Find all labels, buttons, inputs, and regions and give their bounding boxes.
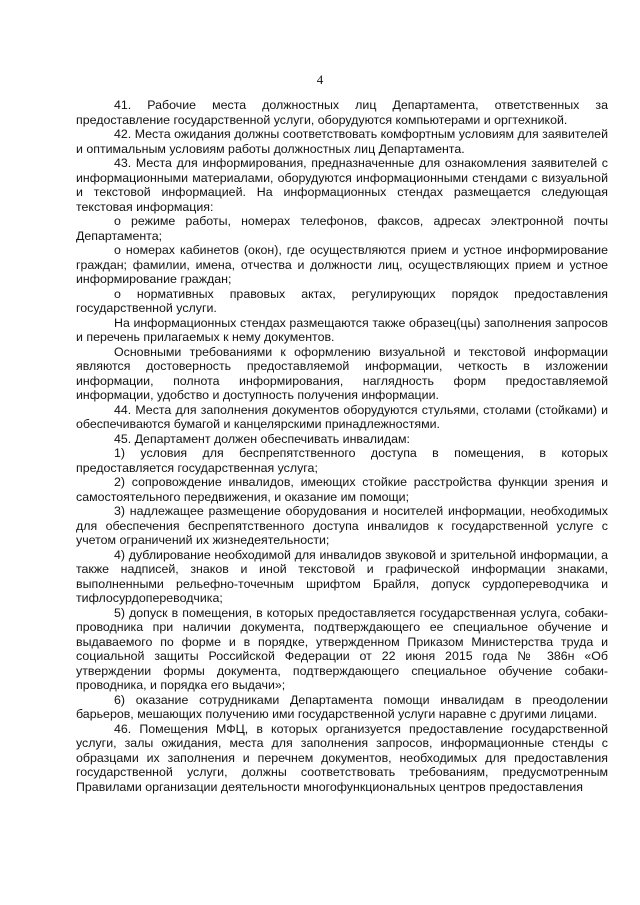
paragraph-45-item-3: 3) надлежащее размещение оборудования и носителей информации, необходимых для обеспечения беспрепятственного доступа инвалидов к государственной услуге с учетом ограничений их жизнедеятельности;: [76, 504, 608, 547]
paragraph-43-item-hours: о режиме работы, номерах телефонов, факсов, адресах электронной почты Департамента;: [76, 214, 608, 243]
paragraph-43-item-acts: о нормативных правовых актах, регулирующих порядок предоставления государственной услуги.: [76, 286, 608, 315]
paragraph-45: 45. Департамент должен обеспечивать инвалидам:: [114, 431, 410, 446]
paragraph-44: 44. Места для заполнения документов оборудуются стульями, столами (стойками) и обеспечиваются бумагой и канцелярскими принадлежностями.: [76, 402, 608, 431]
paragraph-45-item-2: 2) сопровождение инвалидов, имеющих стойкие расстройства функции зрения и самостоятельного передвижения, и оказание им помощи;: [76, 475, 608, 504]
document-body: [76, 98, 608, 794]
page-number: 4: [316, 72, 324, 87]
paragraph-43: 43. Места для информирования, предназначенные для ознакомления заявителей с информационными материалами, оборудуются информационными стендами с визуальной и текстовой информацией. На информационных стендах размещается следующая текстовая информация:: [76, 156, 608, 214]
paragraph-41: 41. Рабочие места должностных лиц Департамента, ответственных за предоставление государственной услуги, оборудуются компьютерами и оргтехникой.: [76, 98, 608, 127]
paragraph-45-item-5: 5) допуск в помещения, в которых предоставляется государственная услуга, собаки-проводника при наличии документа, подтверждающего ее специальное обучение и выдаваемого по форме и в порядке, утвержденном Приказом Министерства труда и социальной защиты Российской Федерации от 22 июня 2015 года № 386н «Об утверждении формы документа, подтверждающего специальное обучение собаки-проводника, и порядка его выдачи»;: [76, 605, 608, 692]
paragraph-43-samples: На информационных стендах размещаются также образец(цы) заполнения запросов и перечень прилагаемых к нему документов.: [76, 315, 608, 344]
paragraph-43-requirements: Основными требованиями к оформлению визуальной и текстовой информации являются достоверность предоставляемой информации, четкость в изложении информации, полнота информирования, наглядность форм предоставляемой информации, удобство и доступность получения информации.: [76, 344, 608, 402]
paragraph-45-item-1: 1) условия для беспрепятственного доступа в помещения, в которых предоставляется государственная услуга;: [76, 446, 608, 475]
paragraph-42: 42. Места ожидания должны соответствовать комфортным условиям для заявителей и оптимальным условиям работы должностных лиц Департамента.: [76, 127, 608, 156]
paragraph-45-item-6: 6) оказание сотрудниками Департамента помощи инвалидам в преодолении барьеров, мешающих получению ими государственной услуги наравне с другими лицами.: [76, 692, 608, 721]
paragraph-45-item-4: 4) дублирование необходимой для инвалидов звуковой и зрительной информации, а также надписей, знаков и иной текстовой и графической информации знаками, выполненными рельефно-точечным шрифтом Брайля, допуск сурдопереводчика и тифлосурдопереводчика;: [76, 547, 608, 605]
paragraph-46: 46. Помещения МФЦ, в которых организуется предоставление государственной услуги, залы ожидания, места для заполнения запросов, информационные стенды с образцами их заполнения и перечнем документов, необходимых для предоставления государственной услуги, должны соответствовать требованиям, предусмотренным Правилами организации деятельности многофункциональных центров предоставления: [76, 721, 608, 794]
paragraph-43-item-rooms: о номерах кабинетов (окон), где осуществляются прием и устное информирование граждан; фамилии, имена, отчества и должности лиц, осуществляющих прием и устное информирование граждан;: [76, 243, 608, 286]
